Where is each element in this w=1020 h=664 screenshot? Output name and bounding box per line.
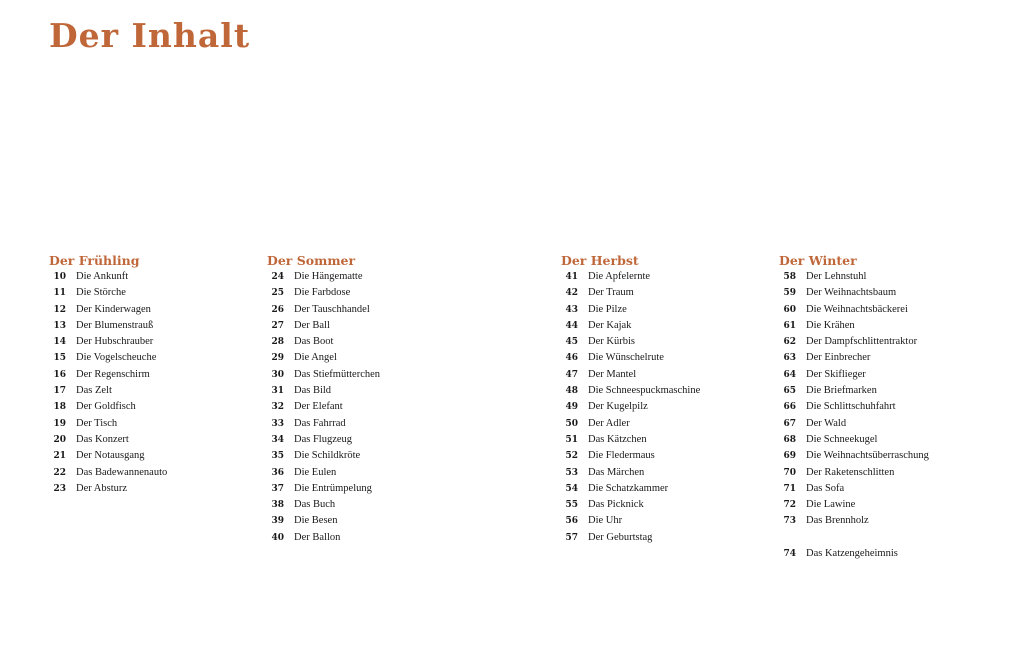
entry-title: Die Farbdose — [294, 287, 351, 299]
page-number: 60 — [783, 304, 796, 315]
page-number: 22 — [53, 467, 66, 478]
entry-title: Die Ankunft — [76, 271, 129, 282]
page-number: 21 — [53, 451, 66, 462]
entry-title: Die Fledermaus — [588, 450, 655, 462]
entry-title: Der Lehnstuhl — [806, 271, 867, 282]
toc-entry — [561, 350, 700, 366]
page-number: 35 — [271, 451, 284, 462]
page-number: 63 — [783, 353, 796, 364]
entry-title: Das Fahrrad — [294, 417, 346, 429]
entry-title: Das Konzert — [76, 433, 129, 445]
entry-title: Die Uhr — [588, 515, 623, 527]
entry-title: Die Schneespuckmaschine — [588, 385, 701, 397]
spacer — [779, 530, 929, 546]
toc-entry — [49, 432, 167, 448]
page-number: 55 — [565, 500, 578, 511]
toc-entry — [267, 350, 380, 366]
toc-entry — [561, 481, 700, 497]
section-heading: Der Frühling — [49, 253, 140, 268]
entry-title: Der Goldfisch — [76, 401, 136, 413]
toc-entry — [779, 350, 929, 366]
toc-entry — [779, 481, 929, 497]
toc-entry — [49, 334, 167, 350]
page-number: 36 — [271, 467, 284, 478]
toc-entry — [561, 432, 700, 448]
toc-entry — [779, 383, 929, 399]
page-number: 38 — [271, 500, 284, 511]
toc-entry — [561, 497, 700, 513]
entry-title: Der Dampfschlittentraktor — [806, 336, 918, 348]
entry-title: Der Notausgang — [76, 450, 145, 462]
toc-entry — [49, 465, 167, 481]
page-number: 12 — [53, 304, 66, 315]
page-number: 62 — [783, 337, 796, 348]
toc-entry — [267, 416, 380, 432]
entry-title: Das Sofa — [806, 482, 845, 494]
toc-entry — [779, 546, 929, 562]
page-number: 52 — [565, 451, 578, 462]
toc-entry — [779, 465, 929, 481]
toc-entry — [561, 302, 700, 318]
toc-entry — [779, 497, 929, 513]
page-number: 18 — [53, 402, 66, 413]
entry-title: Der Tisch — [76, 417, 118, 429]
page-number: 34 — [271, 434, 284, 445]
toc-entry — [561, 318, 700, 334]
entry-title: Der Ballon — [294, 531, 341, 543]
page-number: 41 — [565, 272, 578, 282]
page-number: 17 — [53, 386, 66, 397]
entry-title: Der Kajak — [588, 319, 632, 331]
entry-title: Der Tauschhandel — [294, 303, 370, 315]
entry-title: Das Katzengeheimnis — [806, 548, 898, 560]
entry-title: Die Hängematte — [294, 271, 363, 282]
toc-entry — [49, 383, 167, 399]
entry-title: Der Absturz — [76, 482, 128, 494]
page-number: 31 — [271, 386, 284, 397]
toc-entry — [779, 367, 929, 383]
toc-entry — [267, 383, 380, 399]
toc-entry — [267, 432, 380, 448]
toc-entry — [561, 530, 700, 546]
toc-entry — [49, 350, 167, 366]
toc-entry — [267, 465, 380, 481]
toc-entry — [779, 448, 929, 464]
toc-entry — [779, 285, 929, 301]
toc-entry — [561, 399, 700, 415]
entry-title: Der Wald — [806, 417, 847, 429]
page-number: 24 — [271, 272, 284, 282]
toc-entry — [267, 481, 380, 497]
page-number: 30 — [271, 369, 284, 380]
page-number: 42 — [565, 288, 578, 299]
page-number: 69 — [783, 451, 796, 462]
entry-title: Der Traum — [588, 287, 634, 299]
toc-entry — [561, 448, 700, 464]
entry-title: Das Zelt — [76, 385, 112, 397]
page-number: 43 — [565, 304, 578, 315]
page-number: 56 — [565, 516, 578, 527]
toc-entry — [561, 334, 700, 350]
page-number: 49 — [565, 402, 578, 413]
page-number: 58 — [783, 272, 796, 282]
page-number: 16 — [53, 369, 66, 380]
page-number: 53 — [565, 467, 578, 478]
entry-list — [561, 269, 700, 546]
page-number: 67 — [783, 418, 796, 429]
page-number: 70 — [783, 467, 796, 478]
page-number: 47 — [565, 369, 578, 380]
page-number: 51 — [565, 434, 578, 445]
toc-entry — [561, 465, 700, 481]
section-winter — [779, 252, 929, 562]
toc-entry — [779, 432, 929, 448]
page-number: 57 — [565, 532, 578, 543]
toc-entry — [267, 448, 380, 464]
toc-entry — [267, 269, 380, 285]
entry-title: Die Vogelscheuche — [76, 352, 157, 364]
entry-title: Das Boot — [294, 336, 334, 348]
entry-title: Die Schildkröte — [294, 450, 361, 462]
entry-title: Der Hubschrauber — [76, 336, 154, 348]
toc-entry — [267, 285, 380, 301]
page-number: 20 — [53, 434, 66, 445]
entry-title: Der Einbrecher — [806, 352, 871, 364]
toc-entry — [779, 318, 929, 334]
entry-title: Die Besen — [294, 515, 338, 527]
page-number: 40 — [271, 532, 284, 543]
page-number: 33 — [271, 418, 284, 429]
entry-title: Die Weihnachtsüberraschung — [806, 450, 929, 462]
toc-entry — [779, 416, 929, 432]
entry-title: Die Weihnachtsbäckerei — [806, 303, 908, 315]
toc-entry — [561, 416, 700, 432]
page-number: 32 — [271, 402, 284, 413]
toc-entry — [267, 367, 380, 383]
toc-entry — [779, 399, 929, 415]
entry-list — [267, 269, 380, 546]
page-number: 28 — [271, 337, 284, 348]
entry-title: Das Kätzchen — [588, 433, 647, 445]
toc-entry — [267, 302, 380, 318]
entry-title: Das Flugzeug — [294, 433, 353, 445]
entry-title: Das Picknick — [588, 499, 644, 511]
page-number: 10 — [53, 272, 66, 282]
toc-entry — [267, 513, 380, 529]
entry-title: Die Pilze — [588, 303, 627, 315]
toc-entry — [49, 399, 167, 415]
page-number: 15 — [53, 353, 66, 364]
entry-title: Die Schneekugel — [806, 433, 878, 445]
page-number: 73 — [783, 516, 796, 527]
entry-title: Der Kürbis — [588, 336, 635, 348]
page-number: 54 — [565, 483, 578, 494]
page-number: 66 — [783, 402, 796, 413]
entry-title: Die Briefmarken — [806, 385, 877, 397]
section-heading: Der Herbst — [561, 253, 639, 268]
entry-title: Die Krähen — [806, 319, 855, 331]
page-number: 46 — [565, 353, 578, 364]
page-number: 64 — [783, 369, 796, 380]
entry-title: Der Kugelpilz — [588, 401, 648, 413]
page-number: 45 — [565, 337, 578, 348]
entry-title: Der Skiflieger — [806, 368, 866, 380]
entry-title: Das Märchen — [588, 466, 645, 478]
entry-title: Der Raketenschlitten — [806, 466, 895, 478]
page-number: 44 — [565, 320, 578, 331]
entry-title: Das Stiefmütterchen — [294, 368, 381, 380]
page-number: 11 — [53, 288, 66, 299]
toc-entry — [779, 513, 929, 529]
entry-list — [779, 269, 929, 562]
entry-title: Das Buch — [294, 499, 336, 511]
toc-entry — [49, 367, 167, 383]
entry-title: Die Eulen — [294, 466, 337, 478]
page-number: 14 — [53, 337, 66, 348]
toc-entry — [49, 481, 167, 497]
section-heading: Der Winter — [779, 253, 857, 268]
toc-entry — [49, 448, 167, 464]
page-number: 29 — [271, 353, 284, 364]
page-number: 26 — [271, 304, 284, 315]
page-number: 25 — [271, 288, 284, 299]
entry-title: Die Störche — [76, 287, 126, 299]
entry-title: Der Mantel — [588, 368, 637, 380]
toc-entry — [561, 269, 700, 285]
toc-entry — [49, 285, 167, 301]
toc-entry — [779, 302, 929, 318]
toc-entry — [267, 399, 380, 415]
entry-title: Die Schlittschuhfahrt — [806, 401, 896, 413]
toc-entry — [779, 334, 929, 350]
toc-entry — [49, 302, 167, 318]
entry-title: Die Apfelernte — [588, 271, 651, 282]
entry-title: Der Ball — [294, 319, 330, 331]
entry-title: Der Geburtstag — [588, 531, 653, 543]
page-number: 37 — [271, 483, 284, 494]
toc-entry — [267, 318, 380, 334]
page-number: 27 — [271, 320, 284, 331]
page-number: 19 — [53, 418, 66, 429]
entry-title: Die Entrümpelung — [294, 482, 372, 494]
page-number: 61 — [783, 320, 796, 331]
page-number: 71 — [783, 483, 796, 494]
page-number: 23 — [53, 483, 66, 494]
entry-title: Der Weihnachtsbaum — [806, 287, 897, 299]
section-heading: Der Sommer — [267, 253, 356, 268]
toc-entry — [561, 383, 700, 399]
toc-entry — [267, 530, 380, 546]
page-number: 68 — [783, 434, 796, 445]
toc-entry — [779, 269, 929, 285]
entry-title: Der Blumenstrauß — [76, 319, 154, 331]
page-title: Der Inhalt — [49, 16, 251, 55]
page-number: 65 — [783, 386, 796, 397]
entry-title: Der Adler — [588, 417, 630, 429]
toc-entry — [267, 497, 380, 513]
page-number: 48 — [565, 386, 578, 397]
page-number: 59 — [783, 288, 796, 299]
toc-entry — [49, 416, 167, 432]
entry-title: Die Wünschelrute — [588, 352, 664, 364]
entry-title: Der Kinderwagen — [76, 303, 151, 315]
toc-entry — [561, 513, 700, 529]
entry-title: Der Elefant — [294, 401, 343, 413]
entry-title: Die Lawine — [806, 499, 856, 511]
toc-entry — [49, 318, 167, 334]
toc-entry — [561, 285, 700, 301]
entry-title: Das Brennholz — [806, 515, 869, 527]
entry-title: Der Regenschirm — [76, 368, 150, 380]
page-number: 74 — [783, 549, 796, 560]
entry-title: Das Badewannenauto — [76, 466, 168, 478]
entry-list — [49, 269, 167, 497]
toc-entry — [561, 367, 700, 383]
section-spring — [49, 252, 167, 497]
entry-title: Die Angel — [294, 352, 337, 364]
page-number: 50 — [565, 418, 578, 429]
toc-entry — [267, 334, 380, 350]
section-summer — [267, 252, 380, 546]
entry-title: Die Schatzkammer — [588, 482, 669, 494]
page-number: 13 — [53, 320, 66, 331]
toc-entry — [49, 269, 167, 285]
section-autumn — [561, 252, 700, 546]
entry-title: Das Bild — [294, 385, 332, 397]
page-number: 39 — [271, 516, 284, 527]
page-number: 72 — [783, 500, 796, 511]
